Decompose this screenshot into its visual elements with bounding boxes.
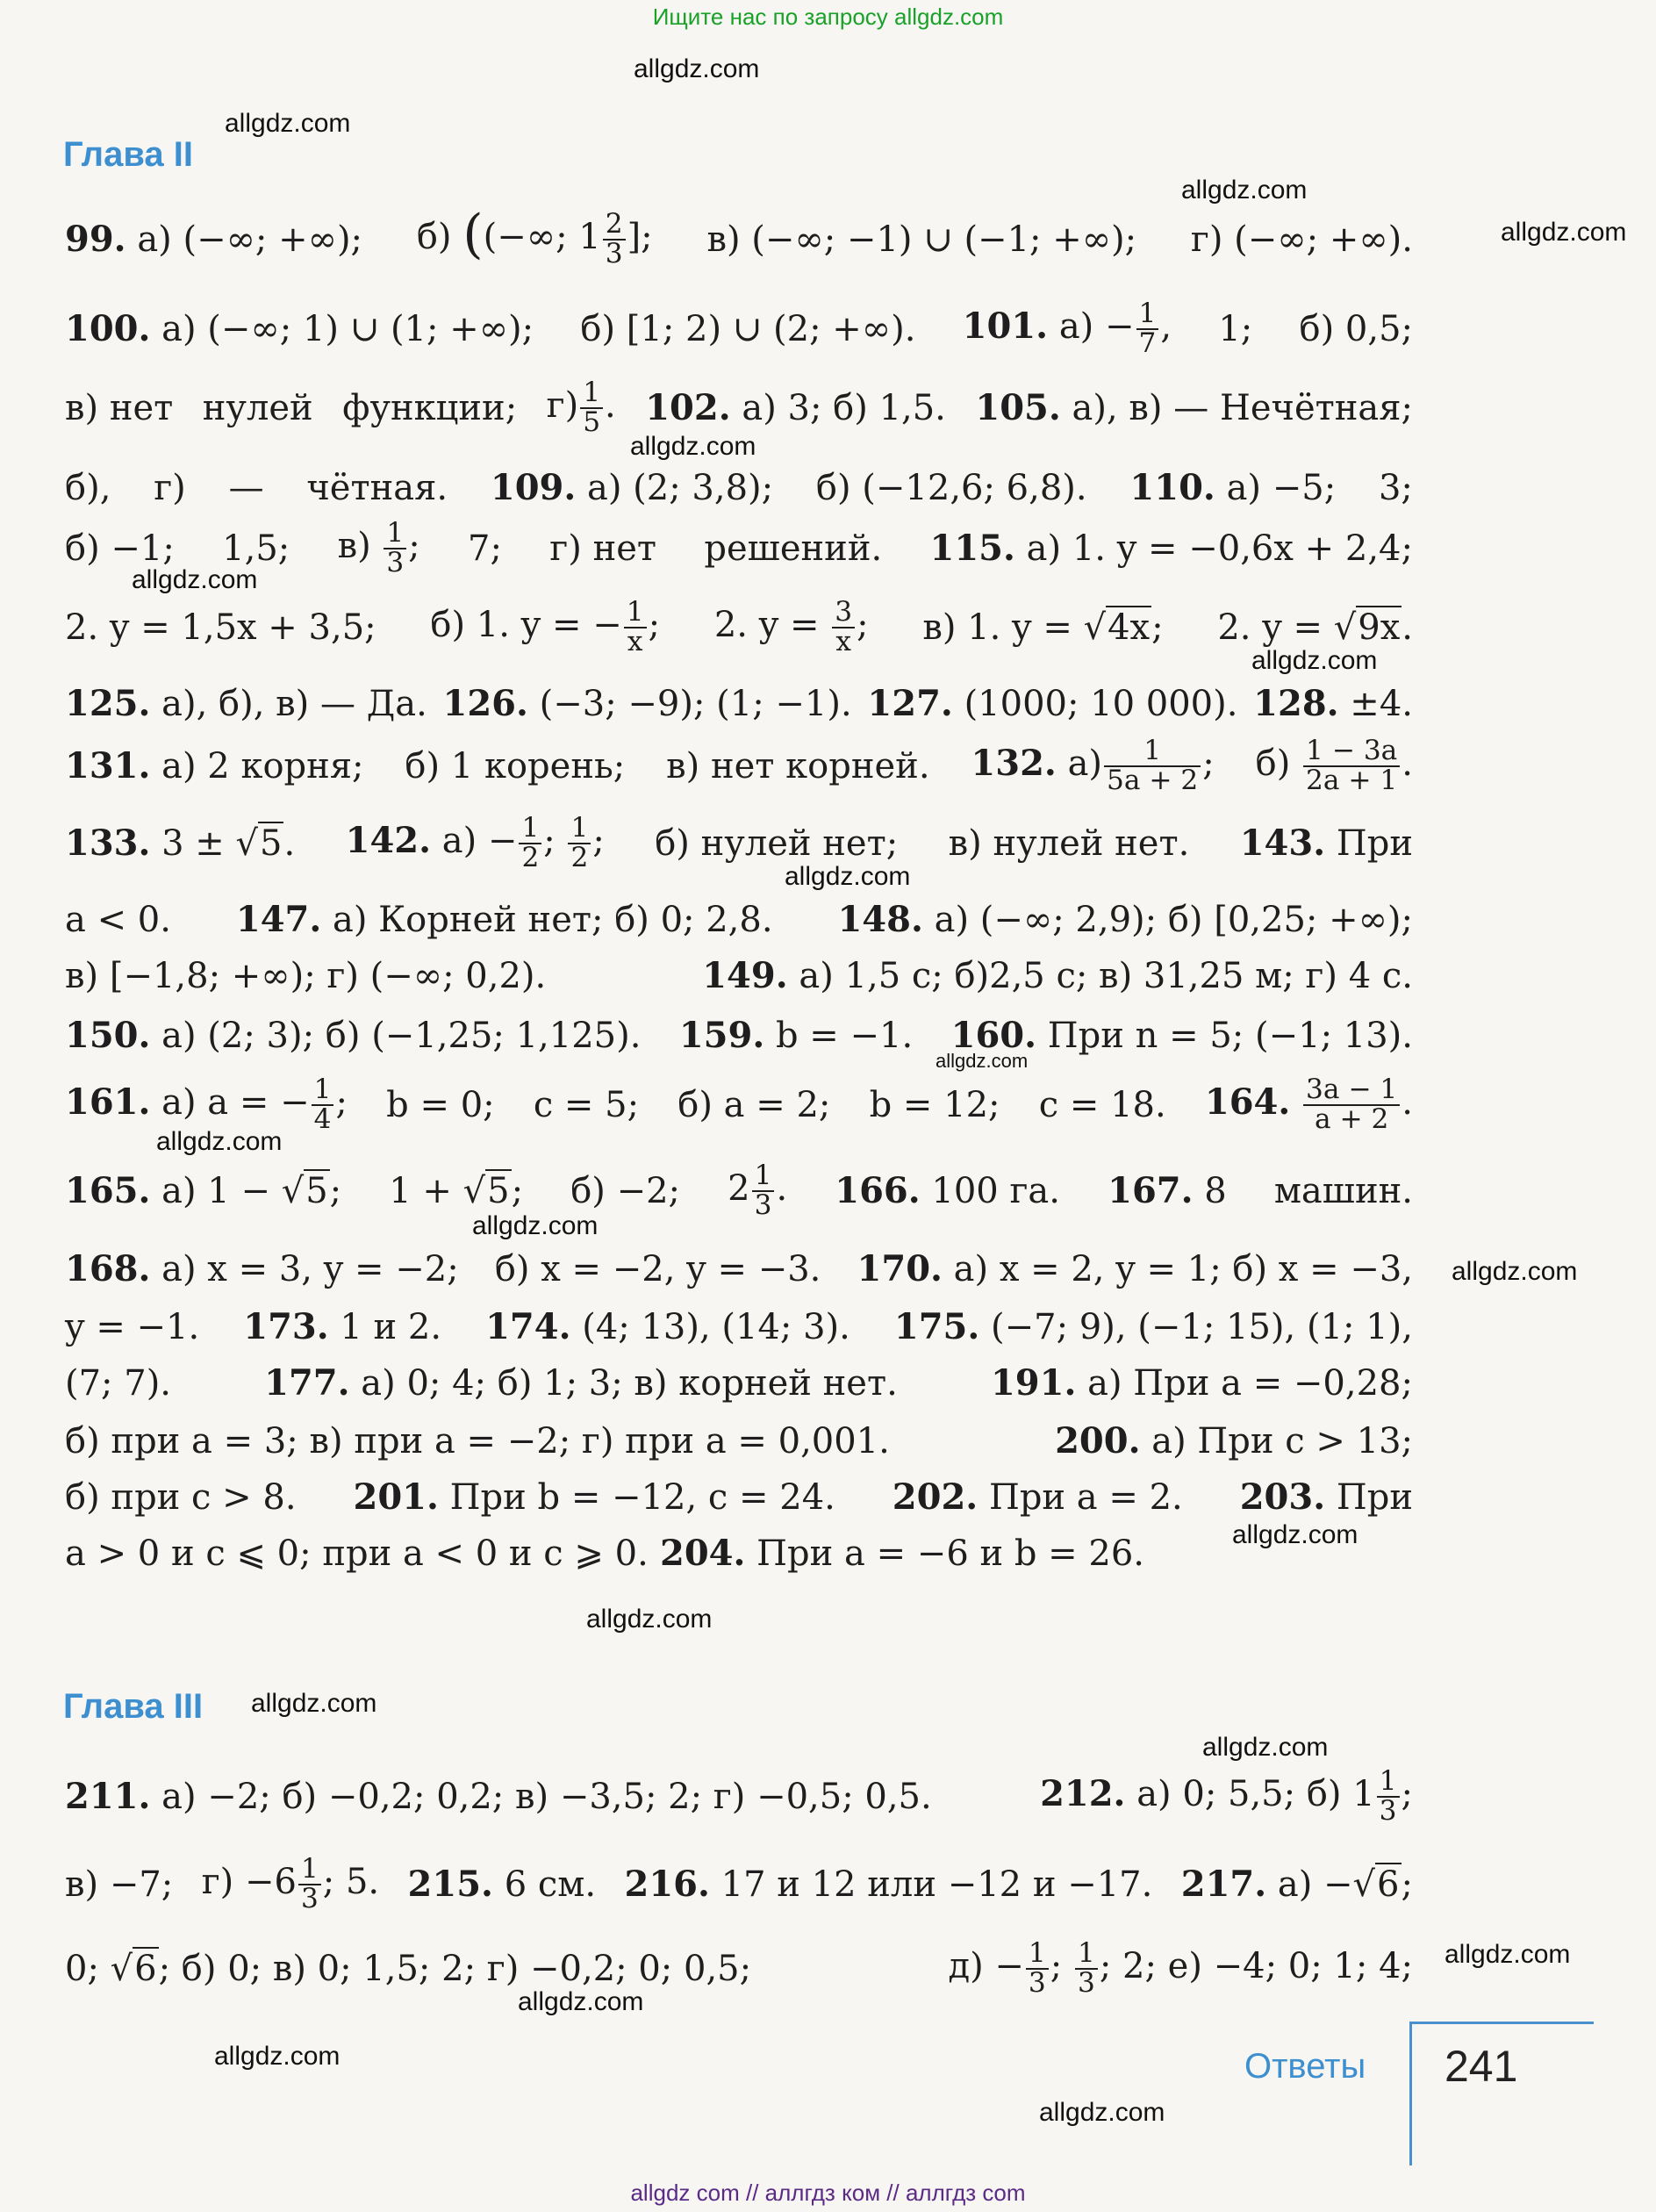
watermark: allgdz.com	[1445, 1940, 1571, 1969]
answer-line: y = −1. 173. 1 и 2. 174. (4; 13), (14; 3). 175. (−7; 9), (−1; 15), (1; 1),	[65, 1306, 1413, 1347]
watermark: allgdz.com	[936, 1050, 1029, 1072]
watermark: allgdz.com	[1452, 1257, 1578, 1286]
fraction: $\frac{1}{4}$	[312, 1076, 334, 1134]
fraction: $\frac{1}{3}$	[752, 1162, 775, 1220]
footer-section-label: Ответы	[1244, 2047, 1366, 2086]
fraction: $\frac{1}{3}$	[1075, 1940, 1098, 1998]
fraction: $\frac{1}{3}$	[1026, 1940, 1049, 1998]
watermark: allgdz.com	[1501, 218, 1627, 247]
watermark: allgdz.com	[630, 432, 756, 461]
fraction: $\frac{1}{2}$	[519, 815, 541, 873]
bottom-banner: allgdz com // аллгдз ком // аллгдз com	[630, 2180, 1026, 2206]
answer-line: в) нет нулей функции; г) $\frac{1}{5}$ . 102. а) 3; б) 1,5. 105. а), в) — Нечётная;	[65, 377, 1413, 438]
answer-line: 133. 3 ± √5. 142. а) − $\frac{1}{2}$ ; $\frac{1}{2}$ ; б) нулей нет; в) нулей нет. 143. При	[65, 812, 1413, 873]
fraction: $\frac{1}{5a + 2}$	[1104, 737, 1201, 795]
answer-line: 165. а) 1 − √5; 1 + √5; б) −2; 2 $\frac{1}{3}$ . 166. 100 га. 167. 8 машин.	[65, 1160, 1413, 1221]
watermark: allgdz.com	[518, 1987, 644, 2016]
footer-rule	[1409, 2023, 1412, 2165]
answer-line: 211. а) −2; б) −0,2; 0,2; в) −3,5; 2; г) −0,5; 0,5. 212. а) 0; 5,5; б) 1 $\frac{1}{3}$ ;	[65, 1765, 1413, 1827]
chapter-iii-heading: Глава III	[63, 1687, 204, 1726]
answer-line: в) [−1,8; +∞); г) (−∞; 0,2). 149. а) 1,5 с; б)2,5 с; в) 31,25 м; г) 4 с.	[65, 955, 1413, 996]
fraction: $\frac{3a - 1}{a + 2}$	[1303, 1076, 1400, 1134]
answer-line: 161. а) a = − $\frac{1}{4}$ ; b = 0; c = 5; б) a = 2; b = 12; c = 18. 164. $\frac{3a - 1}{a + 2}$ .	[65, 1074, 1413, 1135]
answer-line: 99. а) (−∞; +∞); б) ((−∞; 1 $\frac{2}{3}$ ]; в) (−∞; −1) ∪ (−1; +∞); г) (−∞; +∞).	[65, 203, 1413, 269]
fraction: $\frac{1}{5}$	[580, 379, 603, 437]
answer-line: б) при c > 8. 201. При b = −12, c = 24. 202. При a = 2. 203. При	[65, 1476, 1413, 1518]
answer-line: б) при a = 3; в) при a = −2; г) при a = 0,001. 200. а) При c > 13;	[65, 1420, 1413, 1462]
watermark: allgdz.com	[1181, 176, 1308, 205]
fraction: $\frac{1}{3}$	[384, 520, 406, 578]
watermark: allgdz.com	[785, 862, 911, 891]
answer-line: 150. а) (2; 3); б) (−1,25; 1,125). 159. b = −1. 160. При n = 5; (−1; 13).	[65, 1015, 1413, 1056]
watermark: allgdz.com	[1202, 1733, 1329, 1762]
answer-line: 131. а) 2 корня; б) 1 корень; в) нет корней. 132. а) $\frac{1}{5a + 2}$ ; б) $\frac{1 - 3a}{2a + 1}$ .	[65, 735, 1413, 796]
watermark: allgdz.com	[1232, 1520, 1358, 1549]
answer-line: в) −7; г) −6 $\frac{1}{3}$ ; 5. 215. 6 см. 216. 17 и 12 или −12 и −17. 217. а) −√6;	[65, 1853, 1413, 1914]
answer-line: 125. а), б), в) — Да. 126. (−3; −9); (1; −1). 127. (1000; 10 000). 128. ±4.	[65, 683, 1413, 724]
answer-line: a > 0 и c ⩽ 0; при a < 0 и c ⩾ 0. 204. При a = −6 и b = 26.	[65, 1533, 1145, 1574]
answer-line: 100. а) (−∞; 1) ∪ (1; +∞); б) [1; 2) ∪ (2; +∞). 101. а) − $\frac{1}{7}$ , 1; б) 0,5;	[65, 298, 1413, 359]
fraction: $\frac{1}{2}$	[568, 815, 591, 873]
watermark: allgdz.com	[156, 1127, 283, 1156]
fraction: $\frac{2}{3}$	[603, 211, 626, 269]
watermark: allgdz.com	[1251, 646, 1378, 675]
chapter-ii-heading: Глава II	[63, 135, 193, 174]
watermark: allgdz.com	[214, 2042, 341, 2071]
answer-line: 2. y = 1,5x + 3,5; б) 1. y = − $\frac{1}{x}$ ; 2. y = $\frac{3}{x}$ ; в) 1. y = √4x; 2. y = √9x.	[65, 596, 1413, 657]
fraction: $\frac{3}{x}$	[832, 599, 855, 657]
answer-line: 168. а) x = 3, y = −2; б) x = −2, y = −3. 170. а) x = 2, y = 1; б) x = −3,	[65, 1248, 1413, 1289]
watermark: allgdz.com	[251, 1689, 377, 1718]
footer-rule	[1409, 2022, 1594, 2024]
watermark: allgdz.com	[634, 54, 760, 83]
watermark: allgdz.com	[225, 109, 351, 138]
watermark: allgdz.com	[472, 1211, 599, 1240]
answer-line: a < 0. 147. а) Корней нет; б) 0; 2,8. 148. а) (−∞; 2,9); б) [0,25; +∞);	[65, 899, 1413, 940]
answer-line: (7; 7). 177. а) 0; 4; б) 1; 3; в) корней нет. 191. а) При a = −0,28;	[65, 1362, 1413, 1404]
answer-line: б) −1; 1,5; в) $\frac{1}{3}$ ; 7; г) нет решений. 115. а) 1. y = −0,6x + 2,4;	[65, 517, 1413, 578]
answer-line: б), г) — чётная. 109. а) (2; 3,8); б) (−12,6; 6,8). 110. а) −5; 3;	[65, 467, 1413, 508]
watermark: allgdz.com	[1039, 2098, 1165, 2127]
fraction: $\frac{1 - 3a}{2a + 1}$	[1303, 737, 1400, 795]
top-banner: Ищите нас по запросу allgdz.com	[652, 4, 1004, 30]
watermark: allgdz.com	[586, 1605, 713, 1634]
fraction: $\frac{1}{x}$	[624, 599, 647, 657]
answer-line: 0; √6; б) 0; в) 0; 1,5; 2; г) −0,2; 0; 0,5; д) − $\frac{1}{3}$ ; $\frac{1}{3}$ ; 2; е) −4; 0; 1; 4;	[65, 1937, 1413, 1999]
watermark: allgdz.com	[132, 565, 258, 594]
fraction: $\frac{1}{7}$	[1136, 300, 1159, 358]
page-number: 241	[1445, 2042, 1518, 2091]
fraction: $\frac{1}{3}$	[1377, 1768, 1400, 1826]
fraction: $\frac{1}{3}$	[298, 1856, 321, 1914]
